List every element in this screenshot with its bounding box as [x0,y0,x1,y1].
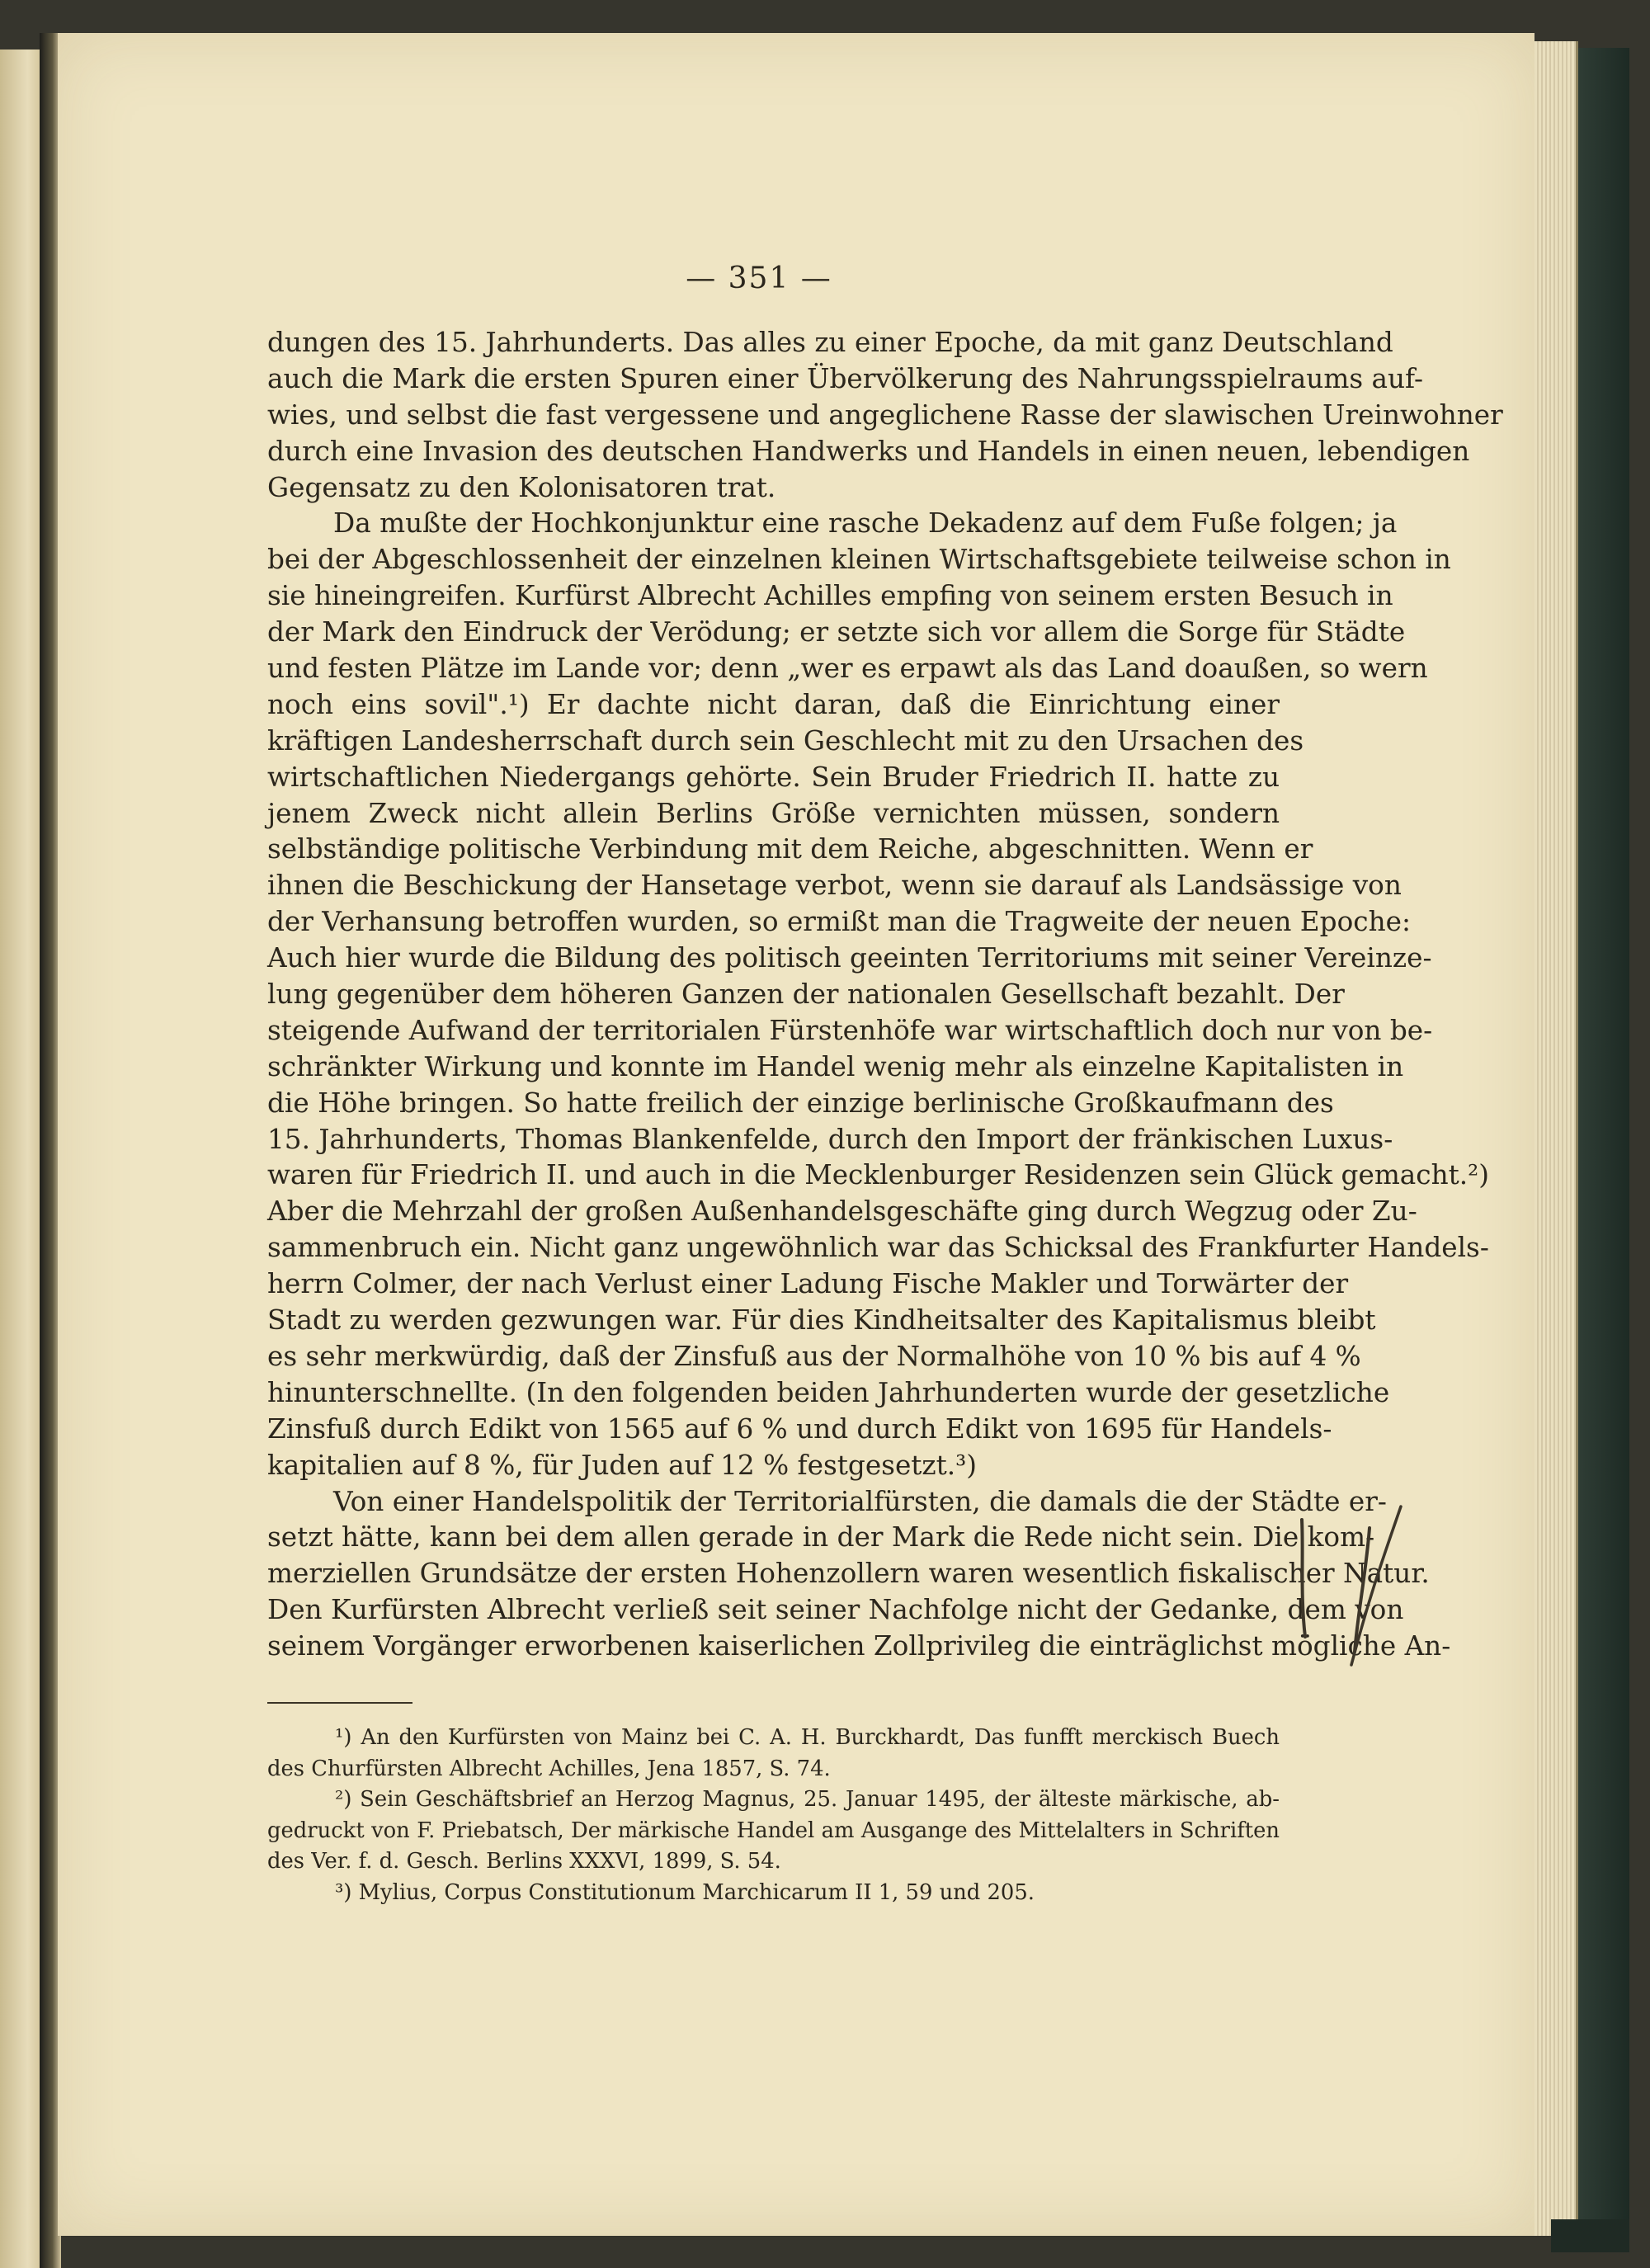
footnote-line: gedruckt von F. Priebatsch, Der märkische Handel am Ausgange des Mittelalters in Schriften [267,1818,1280,1843]
text-line: sammenbruch ein. Nicht ganz ungewöhnlich war das Schicksal des Frankfurter Handels- [267,1232,1489,1264]
text-line: Da mußte der Hochkonjunktur eine rasche Dekadenz auf dem Fuße folgen; ja [333,507,1398,540]
text-line: der Verhansung betroffen wurden, so ermißt man die Tragweite der neuen Epoche: [267,906,1411,938]
text-line: dungen des 15. Jahrhunderts. Das alles zu einer Epoche, da mit ganz Deutschland [267,327,1393,358]
text-line: selbständige politische Verbindung mit dem Reiche, abgeschnitten. Wenn er [267,833,1313,865]
footnote-line: des Churfürsten Albrecht Achilles, Jena 1857, S. 74. [267,1756,831,1781]
text-line: Zinsfuß durch Edikt von 1565 auf 6 % und durch Edikt von 1695 für Handels- [267,1412,1332,1445]
text-line: sie hineingreifen. Kurfürst Albrecht Achilles empfing von seinem ersten Besuch in [267,580,1393,612]
footnote-divider [267,1702,412,1704]
text-line: 15. Jahrhunderts, Thomas Blankenfelde, durch den Import der fränkischen Luxus- [267,1123,1393,1155]
text-line: Aber die Mehrzahl der großen Außenhandelsgeschäfte ging durch Wegzug oder Zu- [267,1195,1417,1228]
text-line: merziellen Grundsätze der ersten Hohenzollern waren wesentlich fiskalischer Natur. [267,1558,1430,1590]
text-line: Den Kurfürsten Albrecht verließ seit seiner Nachfolge nicht der Gedanke, dem von [267,1594,1404,1626]
text-line: herrn Colmer, der nach Verlust einer Ladung Fische Makler und Torwärter der [267,1268,1349,1300]
text-line: kapitalien auf 8 %, für Juden auf 12 % festgesetzt.³) [267,1449,978,1481]
text-line: auch die Mark die ersten Spuren einer Übervölkerung des Nahrungsspielraums auf- [267,362,1423,394]
book-cover [1578,48,1629,2242]
text-line: wirtschaftlichen Niedergangs gehörte. Sein Bruder Friedrich II. hatte zu [267,761,1280,793]
pencil-margin-mark [1294,1505,1426,1670]
footnote-line: ³) Mylius, Corpus Constitutionum Marchicarum II 1, 59 und 205. [335,1879,1035,1905]
text-line: Gegensatz zu den Kolonisatoren trat. [267,471,776,503]
book-cover-corner [1551,2219,1629,2252]
text-line: schränkter Wirkung und konnte im Handel wenig mehr als einzelne Kapitalisten in [267,1050,1404,1082]
footnotes-block [267,1723,1280,1908]
text-line: Auch hier wurde die Bildung des politisch geeinten Territoriums mit seiner Vereinze- [267,942,1432,974]
page-edges [1534,41,1578,2236]
text-line: der Mark den Eindruck der Verödung; er setzte sich vor allem die Sorge für Städte [267,616,1406,648]
text-line: bei der Abgeschlossenheit der einzelnen kleinen Wirtschaftsgebiete teilweise schon in [267,544,1451,576]
text-line: noch eins sovil".¹) Er dachte nicht daran, daß die Einrichtung einer [267,688,1280,720]
text-line: jenem Zweck nicht allein Berlins Größe vernichten müssen, sondern [267,797,1280,829]
text-line: lung gegenüber dem höheren Ganzen der nationalen Gesellschaft bezahlt. Der [267,978,1345,1011]
footnote-line: des Ver. f. d. Gesch. Berlins XXXVI, 1899, S. 54. [267,1849,781,1874]
text-line: ihnen die Beschickung der Hansetage verbot, wenn sie darauf als Landsässige von [267,870,1402,902]
text-line: und festen Plätze im Lande vor; denn „wer es erpawt als das Land doaußen, so wern [267,653,1428,685]
text-line: die Höhe bringen. So hatte freilich der einzige berlinische Großkaufmann des [267,1087,1334,1119]
page-number: — 351 — [686,262,832,295]
left-page-edge [0,50,40,2268]
text-line: wies, und selbst die fast vergessene und angeglichene Rasse der slawischen Ureinwohner [267,398,1503,431]
text-line: durch eine Invasion des deutschen Handwerks und Handels in einen neuen, lebendigen [267,435,1470,467]
main-text-block [267,325,1503,1665]
text-line: Stadt zu werden gezwungen war. Für dies Kindheitsalter des Kapitalismus bleibt [267,1304,1376,1337]
footnote-line: ¹) An den Kurfürsten von Mainz bei C. A. H. Burckhardt, Das funfft merckisch Buech [335,1725,1280,1750]
text-line: es sehr merkwürdig, daß der Zinsfuß aus der Normalhöhe von 10 % bis auf 4 % [267,1340,1361,1372]
text-line: steigende Aufwand der territorialen Fürstenhöfe war wirtschaftlich doch nur von be- [267,1014,1433,1046]
text-line: setzt hätte, kann bei dem allen gerade in der Mark die Rede nicht sein. Die kom- [267,1521,1375,1554]
text-line: seinem Vorgänger erworbenen kaiserlichen Zollprivileg die einträglichst mögliche An- [267,1630,1451,1662]
text-line: kräftigen Landesherrschaft durch sein Geschlecht mit zu den Ursachen des [267,724,1304,757]
text-line: waren für Friedrich II. und auch in die Mecklenburger Residenzen sein Glück gemacht.²) [267,1159,1490,1191]
text-line: Von einer Handelspolitik der Territorialfürsten, die damals die der Städte er- [333,1485,1387,1517]
text-line: hinunterschnellte. (In den folgenden beiden Jahrhunderten wurde der gesetzliche [267,1376,1390,1408]
footnote-line: ²) Sein Geschäftsbrief an Herzog Magnus, 25. Januar 1495, der älteste märkische, ab- [335,1787,1280,1812]
